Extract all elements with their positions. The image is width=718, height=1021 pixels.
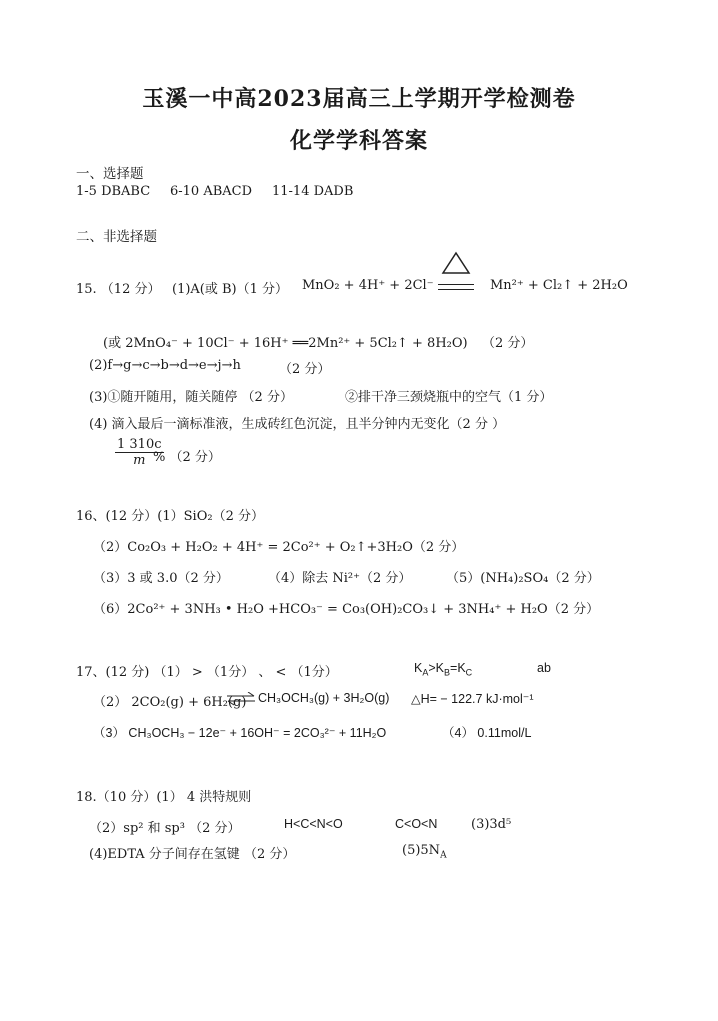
fraction-numerator: 1 310c [117,437,162,452]
q18-line1: 18.（10 分）(1） 4 洪特规则 [76,790,252,805]
q17-line2-right: CH₃OCH₃(g) + 3H₂O(g) [258,691,390,705]
q15-part2: (2)f→g→c→b→d→e→j→h [89,358,241,373]
q17-k-relation: $K_A>K_B=K_C$ [414,661,473,678]
q18-line2a: （2）sp² 和 sp³ （2 分） [89,821,241,836]
q17-line2-left: （2） 2CO₂(g) + 6H₂(g) [93,695,247,710]
q15-part2-score: （2 分） [279,362,331,377]
q18-line2d: (3)3d⁵ [471,817,512,832]
q15-equation-right: Mn²⁺ + Cl₂↑ + 2H₂O [490,278,628,293]
q18-5n: (5)5N [402,843,441,858]
q15-part3a: (3)①随开随用，随关随停 （2 分） [89,390,293,405]
q15-equation-left: MnO₂ + 4H⁺ + 2Cl⁻ [302,278,434,293]
q16-line3b: （4）除去 Ni²⁺（2 分） [268,571,412,586]
mc-answers-6-10: 6-10 ABACD [170,184,253,199]
q15-part4: (4) 滴入最后一滴标准液，生成砖红色沉淀，且半分钟内无变化（2 分 ） [89,417,506,432]
reversible-arrow-icon [226,692,256,706]
q18-line2c: C<O<N [395,817,438,831]
equation-bar-top [438,284,474,285]
q18-5n-sub: A [440,850,447,861]
q18-line3a: (4)EDTA 分子间存在氢键 （2 分） [89,847,296,862]
page-subtitle: 化学学科答案 [289,128,428,154]
fraction-denominator: m [133,453,146,468]
q16-line2: （2）Co₂O₃ + H₂O₂ + 4H⁺ = 2Co²⁺ + O₂↑+3H₂O（2 分） [93,540,465,555]
q15-alt-equation: (或 2MnO₄⁻ + 10Cl⁻ + 16H⁺ ══2Mn²⁺ + 5Cl₂↑ + 8H₂O) [103,336,468,351]
q16-line4: （6）2Co²⁺ + 3NH₃ • H₂O +HCO₃⁻ = Co₃(OH)₂CO₃↓ + 3NH₄⁺ + H₂O（2 分） [93,602,600,617]
heat-triangle-icon [441,251,471,275]
q16-line3a: （3）3 或 3.0（2 分） [93,571,229,586]
q17-line3-answer4: （4） 0.11mol/L [442,726,532,740]
q17-line1: 17、(12 分) （1） > （1分） 、 < （1分） [76,665,338,680]
equation-bar-bottom [438,289,474,290]
q16-line3c: （5）(NH₄)₂SO₄（2 分） [446,571,600,586]
q17-line3: （3） CH₃OCH₃ − 12e⁻ + 16OH⁻ = 2CO₃²⁻ + 11H₂O [93,726,387,740]
q15-fraction-tail: % （2 分） [153,450,221,465]
q17-enthalpy: △H= − 122.7 kJ·mol⁻¹ [411,692,534,706]
q15-heading: 15. （12 分） [76,282,161,297]
mc-answers-1-5: 1-5 DBABC [76,184,151,199]
q17-answer-ab: ab [537,661,551,675]
q18-line2b: H<C<N<O [284,817,343,831]
mc-answers-11-14: 11-14 DADB [272,184,354,199]
section-non-choice: 二、非选择题 [76,229,157,245]
q18-line3b [402,843,447,861]
q15-part3b: ②排干净三颈烧瓶中的空气（1 分） [345,390,553,405]
q16-line1: 16、(12 分）(1）SiO₂（2 分） [76,509,264,524]
q15-part1: (1)A(或 B)（1 分） [172,282,289,297]
page-title: 玉溪一中高2023届高三上学期开学检测卷 [142,86,576,112]
q15-alt-score: （2 分） [482,336,534,351]
section-multiple-choice: 一、选择题 [76,166,144,182]
